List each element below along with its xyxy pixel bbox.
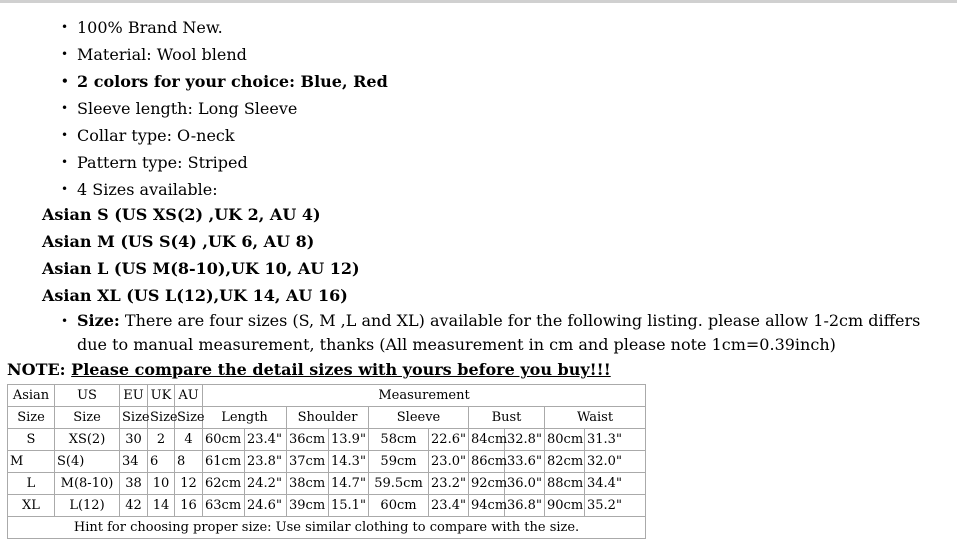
feature-item: • 2 colors for your choice: Blue, Red: [0, 68, 388, 95]
cell: 24.2": [245, 473, 287, 495]
header-size: Size: [120, 407, 148, 429]
asian-size-detail: (US S(4) ,UK 6, AU 8): [114, 232, 315, 251]
note-line: [7, 360, 611, 380]
header-sleeve: Sleeve: [369, 407, 469, 429]
header-length: Length: [203, 407, 287, 429]
header-size: Size: [55, 407, 120, 429]
cell: 14.7": [329, 473, 369, 495]
cell: 8: [175, 451, 203, 473]
cell: 34.4": [585, 473, 646, 495]
asian-size-detail: (US L(12),UK 14, AU 16): [120, 286, 348, 305]
table-row: [8, 451, 646, 473]
cell: 12: [175, 473, 203, 495]
cell: L: [8, 473, 55, 495]
header-size: Size: [8, 407, 55, 429]
table-row: [8, 495, 646, 517]
header-asian: Asian: [8, 385, 55, 407]
cell: 32.8": [505, 429, 545, 451]
header-bust: Bust: [469, 407, 545, 429]
cell: 86cm: [469, 451, 505, 473]
header-shoulder: Shoulder: [287, 407, 369, 429]
asian-size-detail: (US M(8-10),UK 10, AU 12): [108, 259, 360, 278]
header-us: US: [55, 385, 120, 407]
cell: 62cm: [203, 473, 245, 495]
size-description: [77, 309, 955, 357]
size-lead: Size:: [77, 311, 120, 330]
cell: 90cm: [545, 495, 585, 517]
cell: 60cm: [203, 429, 245, 451]
asian-size-label: Asian L: [42, 259, 109, 278]
asian-size-list: [42, 201, 360, 309]
cell: 84cm: [469, 429, 505, 451]
cell: 59cm: [369, 451, 429, 473]
table-header-row: [8, 385, 646, 407]
cell: 35.2": [585, 495, 646, 517]
cell: 23.0": [429, 451, 469, 473]
cell: 92cm: [469, 473, 505, 495]
size-table: [7, 384, 646, 539]
cell: M: [8, 451, 55, 473]
note-lead: NOTE:: [7, 360, 66, 379]
asian-size-label: Asian XL: [42, 286, 121, 305]
cell: 42: [120, 495, 148, 517]
header-uk: UK: [148, 385, 175, 407]
cell: 39cm: [287, 495, 329, 517]
cell: M(8-10): [55, 473, 120, 495]
asian-size-item: [42, 228, 360, 255]
cell: S(4): [55, 451, 120, 473]
cell: 37cm: [287, 451, 329, 473]
asian-size-item: [42, 201, 360, 228]
cell: XL: [8, 495, 55, 517]
cell: 82cm: [545, 451, 585, 473]
feature-item: • 4 Sizes available:: [0, 176, 388, 203]
cell: 58cm: [369, 429, 429, 451]
header-size: Size: [148, 407, 175, 429]
table-row: [8, 429, 646, 451]
note-text: Please compare the detail sizes with yours before you buy!!!: [71, 360, 611, 379]
feature-item: • Collar type: O-neck: [0, 122, 388, 149]
cell: 15.1": [329, 495, 369, 517]
cell: 36.8": [505, 495, 545, 517]
cell: 4: [175, 429, 203, 451]
cell: XS(2): [55, 429, 120, 451]
cell: 6: [148, 451, 175, 473]
cell: 24.6": [245, 495, 287, 517]
cell: 23.2": [429, 473, 469, 495]
header-au: AU: [175, 385, 203, 407]
header-waist: Waist: [545, 407, 646, 429]
feature-list: [0, 14, 388, 203]
cell: 36.0": [505, 473, 545, 495]
cell: 23.4": [245, 429, 287, 451]
table-row: [8, 473, 646, 495]
size-hint: Hint for choosing proper size: Use similar clothing to compare with the size.: [8, 517, 646, 539]
cell: 23.4": [429, 495, 469, 517]
asian-size-label: Asian S: [42, 205, 109, 224]
cell: L(12): [55, 495, 120, 517]
header-size: Size: [175, 407, 203, 429]
cell: 36cm: [287, 429, 329, 451]
cell: 23.8": [245, 451, 287, 473]
cell: 16: [175, 495, 203, 517]
cell: 61cm: [203, 451, 245, 473]
cell: 14.3": [329, 451, 369, 473]
feature-item: • Material: Wool blend: [0, 41, 388, 68]
header-measurement: Measurement: [203, 385, 646, 407]
cell: 30: [120, 429, 148, 451]
cell: 13.9": [329, 429, 369, 451]
top-divider: [0, 0, 957, 3]
cell: 59.5cm: [369, 473, 429, 495]
cell: 2: [148, 429, 175, 451]
asian-size-label: Asian M: [42, 232, 115, 251]
feature-item: • Sleeve length: Long Sleeve: [0, 95, 388, 122]
cell: 60cm: [369, 495, 429, 517]
header-eu: EU: [120, 385, 148, 407]
cell: 94cm: [469, 495, 505, 517]
cell: 38cm: [287, 473, 329, 495]
cell: 80cm: [545, 429, 585, 451]
asian-size-item: [42, 255, 360, 282]
asian-size-detail: (US XS(2) ,UK 2, AU 4): [108, 205, 321, 224]
asian-size-item: [42, 282, 360, 309]
cell: 63cm: [203, 495, 245, 517]
cell: 31.3": [585, 429, 646, 451]
feature-item: • 100% Brand New.: [0, 14, 388, 41]
cell: S: [8, 429, 55, 451]
cell: 34: [120, 451, 148, 473]
table-hint-row: [8, 517, 646, 539]
cell: 22.6": [429, 429, 469, 451]
cell: 14: [148, 495, 175, 517]
cell: 33.6": [505, 451, 545, 473]
size-text: There are four sizes (S, M ,L and XL) available for the following listing. please allow 1-2cm differs due to manual measurement, thanks (All measurement in cm and please note 1cm=0.39inch): [77, 311, 921, 354]
cell: 38: [120, 473, 148, 495]
cell: 10: [148, 473, 175, 495]
cell: 32.0": [585, 451, 646, 473]
feature-item: • Pattern type: Striped: [0, 149, 388, 176]
table-header-row: [8, 407, 646, 429]
cell: 88cm: [545, 473, 585, 495]
